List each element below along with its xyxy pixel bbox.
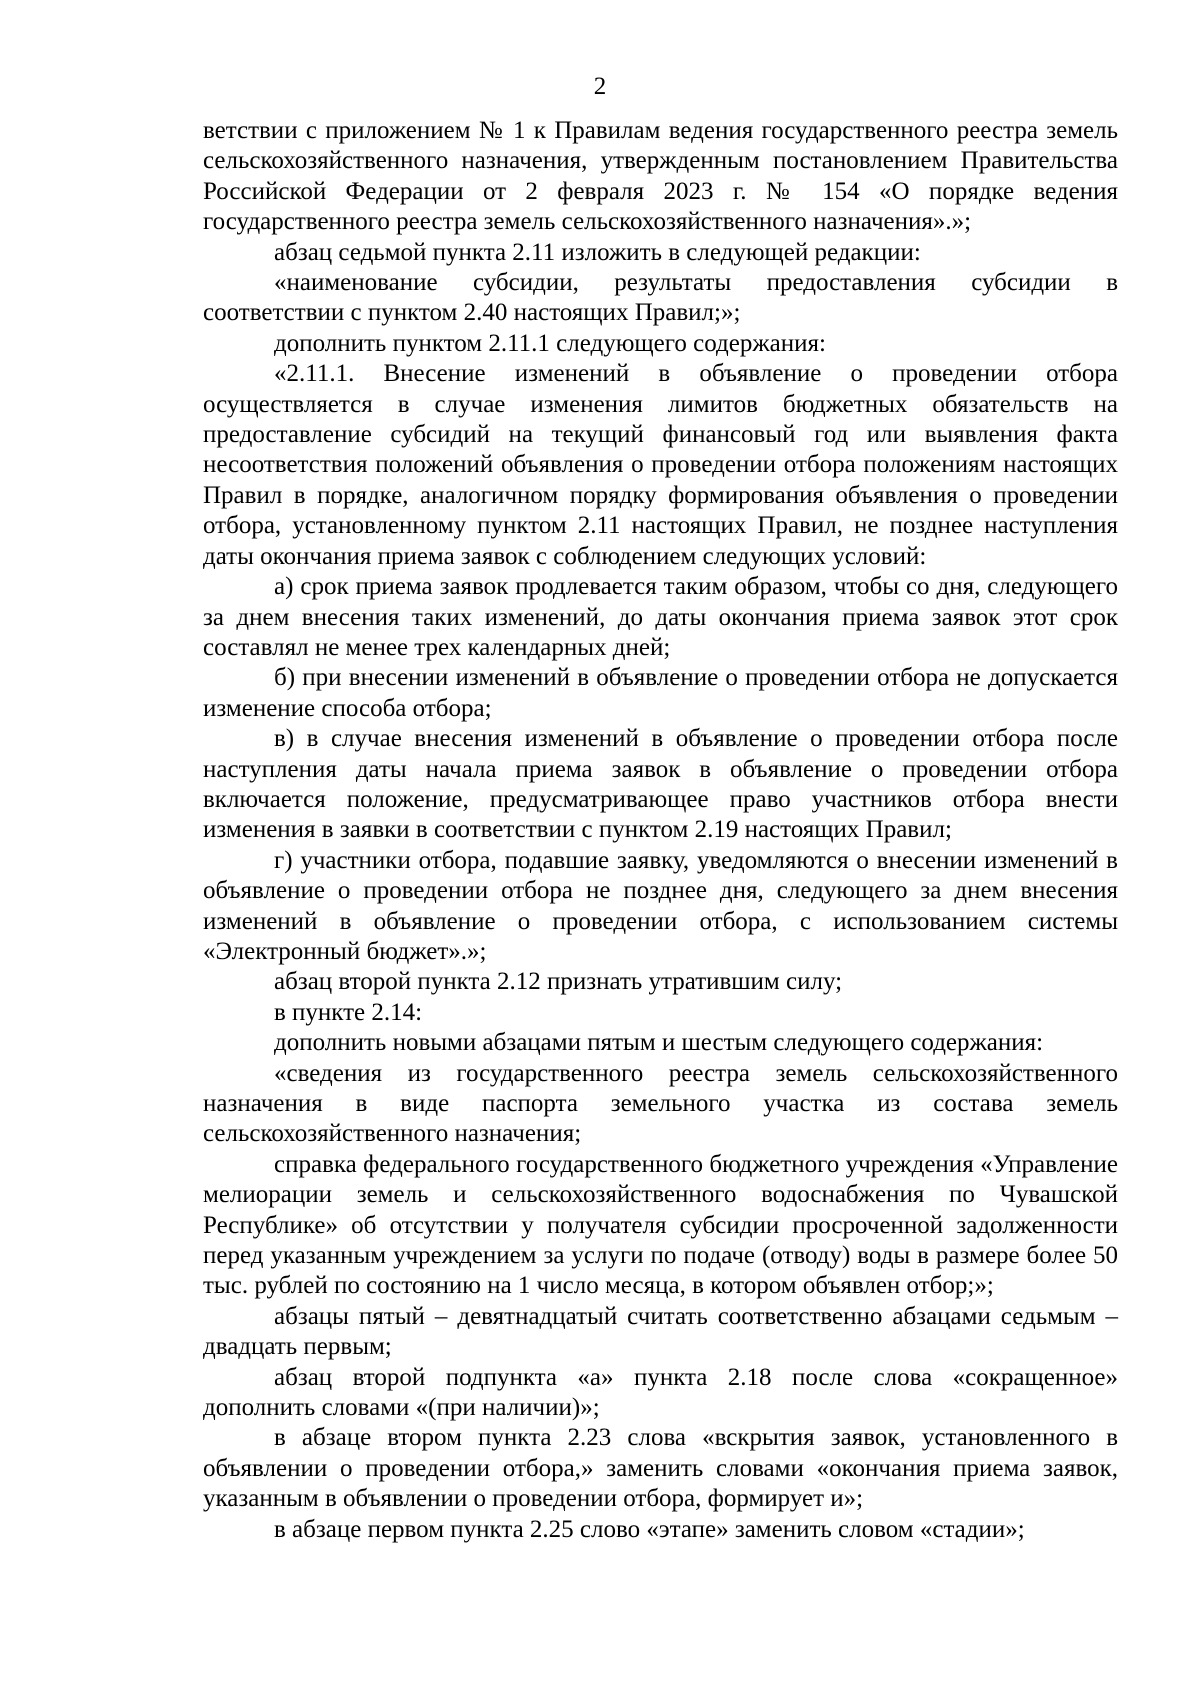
paragraph: ветствии с приложением № 1 к Правилам ведения государственного реестра земель сельскохозяйственного назначения, утвержденным постановлением Правительства Российской Федерации от 2 февраля 2023 г. № 154 «О порядке ведения государственного реестра земель сельскохозяйственного назначения».»; — [203, 117, 1118, 236]
paragraph: г) участники отбора, подавшие заявку, уведомляются о внесении изменений в объявление о проведении отбора не позднее дня, следующего за днем внесения изменений в объявление о проведении отбора, с использованием системы «Электронный бюджет».»; — [203, 846, 1118, 965]
paragraph: в) в случае внесения изменений в объявление о проведении отбора после наступления даты начала приема заявок в объявление о проведении отбора включается положение, предусматривающее право участников отбора внести изменения в заявки в соответствии с пунктом 2.19 настоящих Правил; — [203, 725, 1118, 844]
page-number: 2 — [593, 73, 607, 100]
paragraph: «2.11.1. Внесение изменений в объявление о проведении отбора осуществляется в случае изменения лимитов бюджетных обязательств на предоставление субсидий на текущий финансовый год или выявления факта несоответствия положений объявления о проведении отбора положениям настоящих Правил в порядке, аналогичном порядку формирования объявления о проведении отбора, установленному пунктом 2.11 настоящих Правил, не позднее наступления даты окончания приема заявок с соблюдением следующих условий: — [203, 360, 1118, 570]
paragraph: б) при внесении изменений в объявление о проведении отбора не допускается изменение способа отбора; — [203, 664, 1118, 722]
paragraph: «сведения из государственного реестра земель сельскохозяйственного назначения в виде паспорта земельного участка из состава земель сельскохозяйственного назначения; — [203, 1059, 1118, 1148]
paragraph: в пункте 2.14: — [274, 998, 423, 1026]
paragraph: справка федерального государственного бюджетного учреждения «Управление мелиорации земель и сельскохозяйственного водоснабжения по Чувашской Республике» об отсутствии у получателя субсидии просроченной задолженности перед указанным учреждением за услуги по подаче (отводу) воды в размере более 50 тыс. рублей по состоянию на 1 число месяца, в котором объявлен отбор;»; — [203, 1150, 1118, 1300]
paragraph: дополнить пунктом 2.11.1 следующего содержания: — [274, 329, 826, 357]
paragraph: дополнить новыми абзацами пятым и шестым следующего содержания: — [274, 1029, 1044, 1057]
paragraph: абзац второй пункта 2.12 признать утратившим силу; — [274, 968, 843, 996]
paragraph: в абзаце первом пункта 2.25 слово «этапе» заменить словом «стадии»; — [274, 1515, 1025, 1543]
paragraph: абзац седьмой пункта 2.11 изложить в следующей редакции: — [274, 238, 921, 266]
paragraph: в абзаце втором пункта 2.23 слова «вскрытия заявок, установленного в объявлении о проведении отбора,» заменить словами «окончания приема заявок, указанным в объявлении о проведении отбора, формирует и»; — [203, 1424, 1118, 1513]
paragraph: «наименование субсидии, результаты предоставления субсидии в соответствии с пунктом 2.40 настоящих Правил;»; — [203, 269, 1118, 327]
paragraph: а) срок приема заявок продлевается таким образом, чтобы со дня, следующего за днем внесения таких изменений, до даты окончания приема заявок этот срок составлял не менее трех календарных дней; — [203, 573, 1118, 661]
paragraph: абзац второй подпункта «а» пункта 2.18 после слова «сокращенное» дополнить словами «(при наличии)»; — [203, 1363, 1118, 1422]
paragraph: абзацы пятый – девятнадцатый считать соответственно абзацами седьмым – двадцать первым; — [203, 1302, 1118, 1361]
document-body — [203, 116, 1118, 1545]
